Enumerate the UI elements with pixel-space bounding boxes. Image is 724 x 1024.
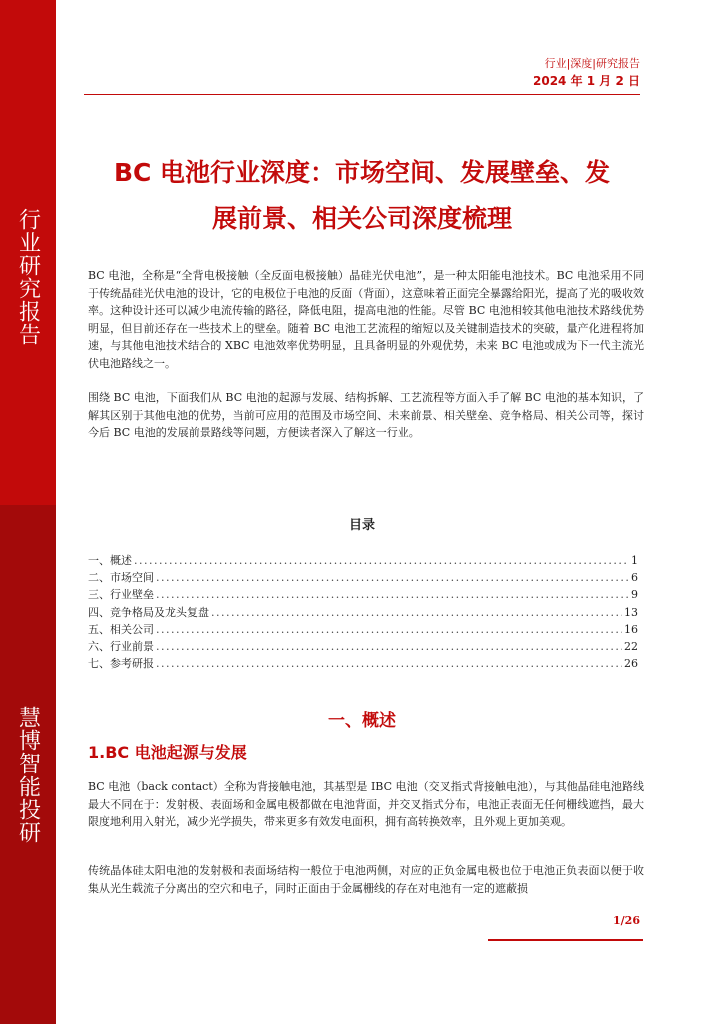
toc-item-page: 22 [624, 640, 638, 654]
title-line-2: 展前景、相关公司深度梳理 [211, 204, 512, 233]
toc-item-page: 13 [624, 605, 638, 619]
toc-leader-dots [156, 655, 622, 672]
toc-item[interactable] [88, 586, 638, 603]
footer-divider [488, 939, 643, 941]
toc-item[interactable] [88, 655, 638, 672]
toc-item[interactable] [88, 604, 638, 621]
toc-item-label: 三、行业壁垒 [88, 588, 154, 602]
toc-item-label: 四、竞争格局及龙头复盘 [88, 605, 209, 619]
intro-paragraph-2: 围绕 BC 电池，下面我们从 BC 电池的起源与发展、结构拆解、工艺流程等方面入手了解 BC 电池的基本知识，了解其区别于其他电池的优势，当前可应用的范围及市场空间、未来前景、相关壁垒、竞争格局、相关公司等，探讨今后 BC 电池的发展前景路线等问题，方便读者深入了解这一行业。 [88, 391, 644, 439]
toc-item-label: 五、相关公司 [88, 622, 154, 636]
body-paragraph-1: BC 电池（back contact）全称为背接触电池，其基型是 IBC 电池（交叉指式背接触电池），与其他晶硅电池路线最大不同在于：发射极、表面场和金属电极都做在电池背面，并交叉指式分布，电池正表面无任何栅线遮挡，最大限度地利用入射光，减少光学损失，带来更多有效发电面积，拥有高转换效率，且外观上更加美观。 [88, 780, 644, 828]
sidebar-brand-label: 慧博智能投研 [15, 706, 41, 844]
intro-paragraph-1: BC 电池，全称是“全背电极接触（全反面电极接触）晶硅光伏电池”，是一种太阳能电池技术。BC 电池采用不同于传统晶硅光伏电池的设计，它的电极位于电池的反面（背面），这意味着正面完全暴露给阳光，提高了光的吸收效率。这种设计还可以减少电流传输的路径，降低电阻，提高电池的性能。尽管 BC 电池相较其他电池技术路线优势明显，但目前还存在一些技术上的壁垒。随着 BC 电池工艺流程的缩短以及关键制造技术的突破，量产化进程将加速，与其他电池技术结合的 XBC 电池效率优势明显，且具备明显的外观优势，未来 BC 电池或成为下一代主流光伏电池路线之一。 [88, 269, 644, 370]
sidebar [0, 0, 56, 1024]
toc-item-label: 七、参考研报 [88, 657, 154, 671]
toc-item-page: 16 [624, 622, 638, 636]
table-of-contents [88, 552, 638, 672]
report-title [84, 150, 640, 242]
toc-item-page: 26 [624, 657, 638, 671]
toc-item-page: 9 [631, 588, 638, 602]
body-paragraph-2: 传统晶体硅太阳电池的发射极和表面场结构一般位于电池两侧，对应的正负金属电极也位于电池正负表面以便于收集从光生载流子分离出的空穴和电子，同时正面由于金属栅线的存在对电池有一定的遮蔽损 [88, 864, 644, 895]
toc-item[interactable] [88, 552, 638, 569]
toc-leader-dots [156, 569, 629, 586]
toc-item-page: 1 [631, 554, 638, 567]
sidebar-report-type-label: 行业研究报告 [15, 208, 41, 346]
toc-leader-dots [211, 604, 622, 621]
report-date: 2024 年 1 月 2 日 [533, 74, 640, 88]
title-line-1: BC 电池行业深度：市场空间、发展壁垒、发 [113, 158, 611, 187]
report-tags: 行业|深度|研究报告 [544, 57, 640, 70]
toc-leader-dots [134, 552, 629, 569]
toc-item-label: 二、市场空间 [88, 571, 154, 585]
toc-leader-dots [156, 621, 622, 638]
toc-item[interactable] [88, 621, 638, 638]
toc-leader-dots [156, 586, 629, 603]
subsection-heading: 1.BC 电池起源与发展 [88, 743, 247, 762]
toc-item[interactable] [88, 569, 638, 586]
page-number: 1/26 [613, 914, 640, 927]
section-heading: 一、概述 [328, 711, 396, 731]
header-divider [84, 94, 640, 95]
toc-leader-dots [156, 638, 622, 655]
toc-item-page: 6 [631, 571, 638, 585]
toc-item-label: 一、概述 [88, 554, 132, 567]
toc-item-label: 六、行业前景 [88, 640, 154, 654]
toc-title: 目录 [348, 518, 375, 533]
toc-item[interactable] [88, 638, 638, 655]
